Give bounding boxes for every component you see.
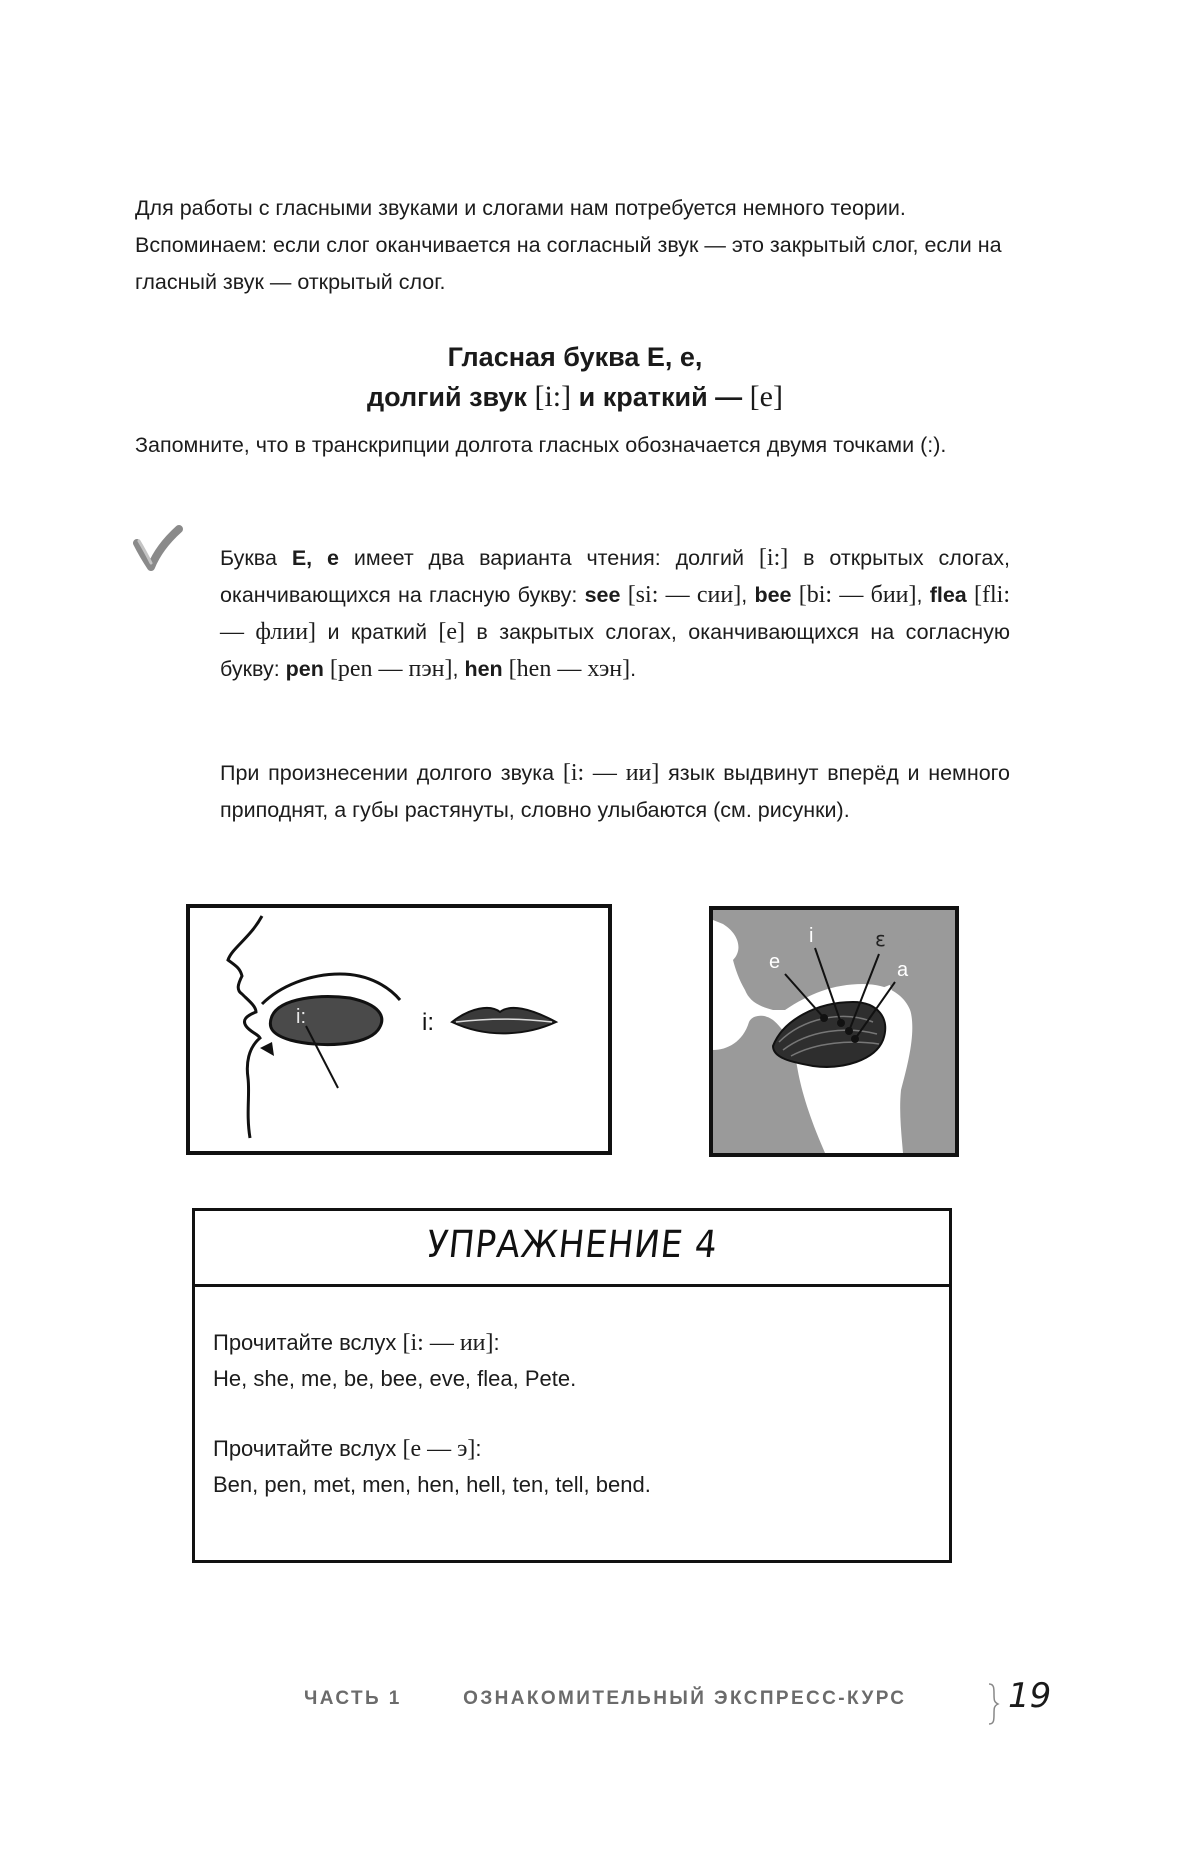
heading-text-a: долгий звук (367, 382, 535, 412)
exercise-header (195, 1211, 949, 1287)
exercise-title: УПРАЖНЕНИЕ 4 (424, 1223, 720, 1267)
tongue-lips-illustration (190, 908, 608, 1151)
exercise-ipa: [i: — ии] (402, 1330, 494, 1356)
exercise-ipa: [e — э] (402, 1436, 476, 1462)
vowel-label-i: i (809, 925, 814, 947)
rule-text: в открытых слогах, оканчивающихся на гласную букву: (220, 546, 1011, 607)
rule-ipa: [i:] (758, 545, 789, 571)
rule-ipa: [hen — хэн] (508, 656, 631, 682)
checkmark-icon (133, 525, 183, 575)
exercise-box (192, 1208, 952, 1563)
rule-word: hen (464, 657, 503, 681)
exercise-part-2 (213, 1431, 931, 1503)
exercise-words: He, she, me, be, bee, eve, flea, Pete. (213, 1366, 577, 1391)
rule-text: Буква (220, 546, 292, 570)
vowel-label-a: a (897, 959, 909, 981)
page-footer (304, 1688, 906, 1710)
rule-ipa: [pen — пэн] (329, 656, 453, 682)
exercise-colon: : (493, 1330, 500, 1355)
vowel-articulation-illustration (713, 910, 955, 1153)
rule2-ipa: [i: — ии] (562, 760, 660, 786)
rule-ipa: [bi: — бии] (798, 582, 917, 608)
exercise-part-1 (213, 1325, 931, 1397)
lips-label: i: (422, 1009, 434, 1036)
heading-long-sound: [i:] (534, 380, 572, 413)
exercise-instruction: Прочитайте вслух (213, 1330, 403, 1355)
rule-word: see (584, 583, 621, 607)
vowel-label-epsilon: ε (875, 927, 886, 951)
heading-short-sound: [e] (749, 380, 783, 413)
vowel-label-e: e (769, 951, 781, 973)
reading-rule-paragraph: Буква E, e имеет два варианта чтения: долгий [i:] в открытых слогах, оканчивающихся на гласную букву: see [si: — сии], bee [bi: — бии], flea [fli: — флии] и краткий [e] в закрытых слогах, оканчивающихся на согласную букву: pen [pen — пэн], hen [hen — хэн]. (220, 545, 1011, 682)
rule-text: имеет два варианта чтения: долгий (338, 546, 759, 570)
transcription-note: Запомните, что в транскрипции долгота гласных обозначается двумя точками (:). (135, 433, 947, 457)
rule-word: flea (929, 583, 967, 607)
rule-letter: E, e (291, 546, 339, 570)
rule-text: и краткий (316, 620, 439, 644)
section-heading-line2 (135, 378, 1015, 416)
rule-word: pen (285, 657, 324, 681)
tongue-lips-figure (186, 904, 612, 1155)
rule-word: bee (754, 583, 792, 607)
rule-ipa: [si: — сии] (627, 582, 742, 608)
articulation-paragraph (220, 755, 1010, 829)
exercise-words: Ben, pen, met, men, hen, hell, ten, tell, bend. (213, 1472, 651, 1497)
rule-ipa: [fli: — флии] (220, 582, 1011, 645)
rule-ipa: [e] (438, 619, 466, 645)
section-heading-line1: Гласная буква E, e, (447, 342, 703, 372)
rule2-text: язык выдвинут вперёд и немного приподнят, а губы растянуты, словно улыбаются (см. рисунки). (220, 761, 1010, 822)
exercise-body (195, 1287, 949, 1503)
intro-paragraph: Для работы с гласными звуками и слогами нам потребуется немного теории. Вспоминаем: если слог оканчивается на согласный звук — это закрытый слог, если на гласный звук — открытый слог. (135, 196, 1002, 294)
brace-divider (986, 1682, 1000, 1726)
heading-text-b: и краткий — (571, 382, 750, 412)
footer-part: ЧАСТЬ 1 (304, 1688, 402, 1709)
rule2-text: При произнесении долгого звука (220, 761, 563, 785)
tongue-label: i: (296, 1006, 306, 1028)
vowel-chart-figure (709, 906, 959, 1157)
footer-section: ОЗНАКОМИТЕЛЬНЫЙ ЭКСПРЕСС-КУРС (463, 1688, 907, 1709)
exercise-colon: : (475, 1436, 482, 1461)
exercise-instruction: Прочитайте вслух (213, 1436, 403, 1461)
rule-text: в закрытых слогах, оканчивающихся на согласную букву: (220, 620, 1010, 681)
page-number: 19 (1008, 1676, 1052, 1716)
